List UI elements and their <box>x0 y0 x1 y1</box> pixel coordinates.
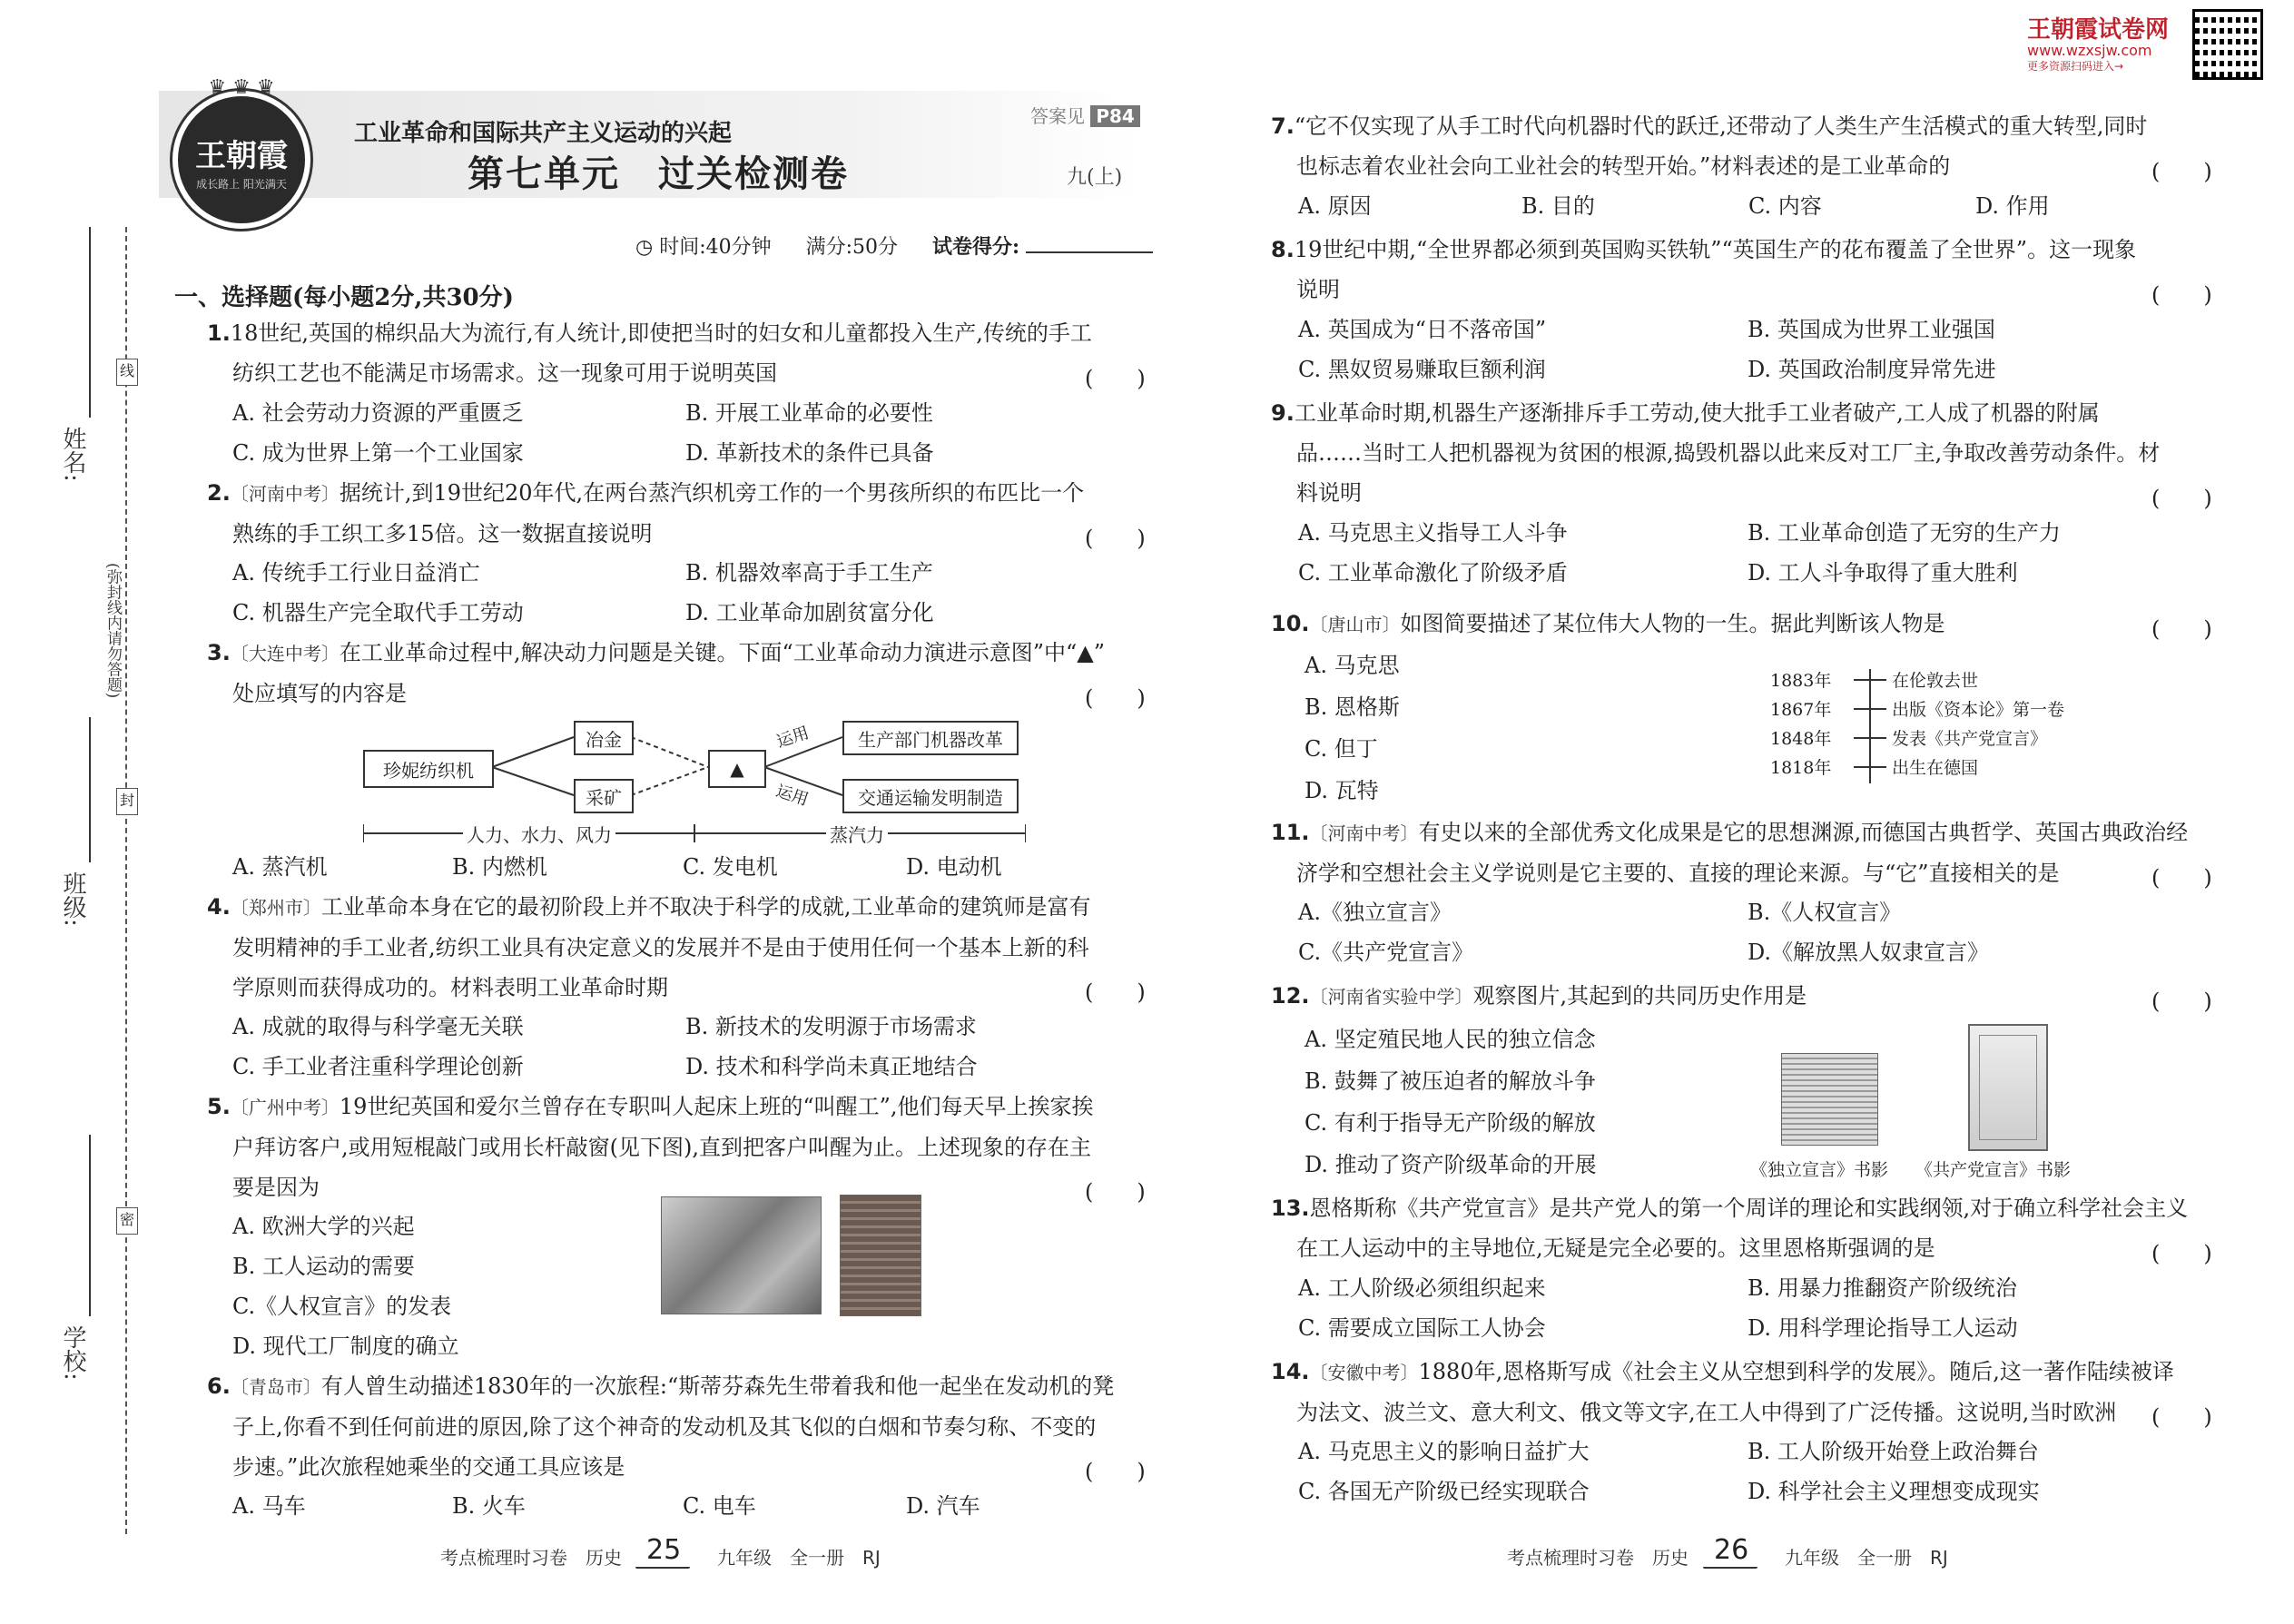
option-c[interactable]: C. 内容 <box>1748 193 1822 219</box>
answer-page-badge: P84 <box>1090 105 1140 127</box>
option-d[interactable]: D. 瓦特 <box>1305 778 1379 803</box>
option-c[interactable]: C. 各国无产阶级已经实现联合 <box>1298 1479 1590 1504</box>
option-b[interactable]: B. 机器效率高于手工生产 <box>685 560 933 586</box>
seal-line <box>125 227 128 1534</box>
q-num: 13. <box>1271 1196 1310 1221</box>
timeline-year: 1848年 <box>1770 729 1832 749</box>
q-num: 7. <box>1271 113 1295 139</box>
answer-paren[interactable]: ( ) <box>2151 1241 2212 1266</box>
q-text: 学原则而获得成功的。材料表明工业革命时期 <box>232 975 668 1000</box>
q-source: 〔郑州市〕 <box>230 897 321 919</box>
diagram-box-production: 生产部门机器改革 <box>842 721 1019 755</box>
option-c[interactable]: C. 需要成立国际工人协会 <box>1298 1315 1546 1341</box>
option-b[interactable]: B. 工业革命创造了无穷的生产力 <box>1748 520 2061 546</box>
diagram-label-use-1: 运用 <box>774 723 812 752</box>
option-a[interactable]: A. 社会劳动力资源的严重匮乏 <box>232 400 524 426</box>
option-b[interactable]: B. 英国成为世界工业强国 <box>1748 317 1995 342</box>
option-c[interactable]: C. 发电机 <box>683 854 778 880</box>
answer-paren[interactable]: ( ) <box>2151 282 2212 308</box>
option-d[interactable]: D. 英国政治制度异常先进 <box>1748 357 1996 382</box>
diagram-box-transport: 交通运输发明制造 <box>842 779 1019 813</box>
test-score-blank[interactable] <box>1026 251 1153 253</box>
page-number-right: 26 <box>1714 1534 1749 1566</box>
q-text: 工业革命时期,机器生产逐渐排斥手工劳动,使大批手工业者破产,工人成了机器的附属 <box>1294 400 2100 426</box>
q-num: 2. <box>207 480 231 506</box>
page-title: 第七单元 过关检测卷 <box>468 153 849 195</box>
question-5 <box>207 1087 1160 1207</box>
page-number-left-underline <box>635 1567 690 1569</box>
option-c[interactable]: C.《共产党宣言》 <box>1298 940 1474 965</box>
page-number-left: 25 <box>646 1534 682 1566</box>
q-source: 〔河南省实验中学〕 <box>1309 986 1473 1008</box>
knocker-up-photo-2 <box>840 1195 921 1316</box>
answer-paren[interactable]: ( ) <box>1085 1179 1146 1205</box>
option-a[interactable]: A. 原因 <box>1298 193 1372 219</box>
option-d[interactable]: D. 作用 <box>1975 193 2050 219</box>
diagram-label-power-2: 蒸汽力 <box>826 821 888 847</box>
answer-paren[interactable]: ( ) <box>2151 616 2212 642</box>
caption-manifesto: 《共产党宣言》书影 <box>1915 1160 2072 1180</box>
option-b[interactable]: B. 火车 <box>452 1493 526 1519</box>
header-subtitle: 工业革命和国际共产主义运动的兴起 <box>354 120 733 147</box>
test-score-label: 试卷得分: <box>932 235 1020 259</box>
question-14 <box>1271 1352 2233 1432</box>
option-a[interactable]: A. 工人阶级必须组织起来 <box>1298 1275 1546 1301</box>
seal-mark-1: 线 <box>116 359 138 386</box>
q-num: 8. <box>1271 237 1295 262</box>
q-num: 6. <box>207 1373 231 1399</box>
option-a[interactable]: A. 蒸汽机 <box>232 854 328 880</box>
option-b[interactable]: B. 新技术的发明源于市场需求 <box>685 1014 977 1039</box>
diagram-box-mining: 采矿 <box>574 779 634 813</box>
q-text: 步速。”此次旅程她乘坐的交通工具应该是 <box>232 1454 625 1480</box>
qr-code-icon[interactable] <box>2192 9 2263 80</box>
seal-mark-2: 封 <box>116 788 138 815</box>
grade-tag: 九(上) <box>1067 166 1123 189</box>
q-source: 〔河南中考〕 <box>230 483 340 505</box>
question-8 <box>1271 230 2233 310</box>
q-text: 说明 <box>1296 277 1340 302</box>
q-text: 在工人运动中的主导地位,无疑是完全必要的。这里恩格斯强调的是 <box>1296 1235 1935 1261</box>
q-text: 子上,你看不到任何前进的原因,除了这个神奇的发动机及其飞似的白烟和节奏匀称、不变的 <box>232 1414 1097 1440</box>
class-label: 班级: <box>59 871 86 927</box>
full-score: 满分:50分 <box>805 236 899 259</box>
option-a[interactable]: A. 英国成为“日不落帝国” <box>1298 317 1547 342</box>
seal-mark-3: 密 <box>116 1207 138 1235</box>
answer-paren[interactable]: ( ) <box>2151 865 2212 891</box>
option-d[interactable]: D. 汽车 <box>906 1493 980 1519</box>
option-a[interactable]: A. 坚定殖民地人民的独立信念 <box>1305 1027 1596 1052</box>
option-c[interactable]: C.《人权宣言》的发表 <box>232 1294 452 1319</box>
seal-note: (弥封线内请勿答题) <box>103 563 122 699</box>
declaration-of-independence-image <box>1781 1053 1878 1146</box>
q-text: 发明精神的手工业者,纺织工业具有决定意义的发展并不是由于使用任何一个基本上新的科 <box>232 935 1089 960</box>
binding-margin <box>0 0 136 1624</box>
brand-slogan: 更多资源扫码进入→ <box>2027 60 2124 73</box>
option-c[interactable]: C. 电车 <box>683 1493 756 1519</box>
timeline-row <box>1770 696 2079 722</box>
diagram-box-metallurgy: 冶金 <box>574 721 634 755</box>
knocker-up-photo-1 <box>661 1196 822 1314</box>
option-a[interactable]: A.《独立宣言》 <box>1298 900 1452 925</box>
q-num: 12. <box>1271 983 1310 1009</box>
question-6 <box>207 1366 1160 1487</box>
timeline-year: 1867年 <box>1770 700 1832 720</box>
option-d[interactable]: D. 工业革命加剧贫富分化 <box>685 600 934 625</box>
q-text: 有人曾生动描述1830年的一次旅程:“斯蒂芬森先生带着我和他一起坐在发动机的凳 <box>320 1373 1115 1399</box>
communist-manifesto-image <box>1968 1024 2048 1151</box>
q-source: 〔青岛市〕 <box>230 1376 321 1398</box>
timeline-event: 出版《资本论》第一卷 <box>1892 700 2065 720</box>
diagram-box-blank[interactable]: ▲ <box>708 750 766 788</box>
option-b[interactable]: B. 工人运动的需要 <box>232 1254 415 1279</box>
option-c[interactable]: C. 有利于指导无产阶级的解放 <box>1305 1110 1596 1136</box>
q-text: 18世纪,英国的棉织品大为流行,有人统计,即使把当时的妇女和儿童都投入生产,传统的手工 <box>230 320 1092 346</box>
timeline-tick <box>1854 737 1886 739</box>
q-text: 济学和空想社会主义学说则是它主要的、直接的理论来源。与“它”直接相关的是 <box>1296 861 2060 886</box>
q-num: 11. <box>1271 820 1310 845</box>
option-a[interactable]: A. 马克思主义指导工人斗争 <box>1298 520 1568 546</box>
school-label: 学校: <box>59 1325 86 1381</box>
answer-paren[interactable]: ( ) <box>1085 979 1146 1005</box>
name-label: 姓名: <box>59 427 86 482</box>
option-b[interactable]: B.《人权宣言》 <box>1748 900 1902 925</box>
time-limit: 时间:40分钟 <box>659 236 772 259</box>
option-c[interactable]: C. 工业革命激化了阶级矛盾 <box>1298 560 1568 586</box>
q-num: 1. <box>207 320 231 346</box>
answer-paren[interactable]: ( ) <box>1085 1459 1146 1484</box>
question-1 <box>207 313 1160 393</box>
logo-badge <box>172 76 310 229</box>
timeline-row <box>1770 725 2079 751</box>
option-c[interactable]: C. 但丁 <box>1305 736 1378 762</box>
name-line <box>89 227 91 418</box>
q-text: 为法文、波兰文、意大利文、俄文等文字,在工人中得到了广泛传播。这说明,当时欧洲 <box>1296 1400 2117 1425</box>
question-7 <box>1271 106 2233 186</box>
timeline-tick <box>1854 766 1886 768</box>
q-text: 据统计,到19世纪20年代,在两台蒸汽织机旁工作的一个男孩所织的布匹比一个 <box>339 480 1085 506</box>
q-text: 也标志着农业社会向工业社会的转型开始。”材料表述的是工业革命的 <box>1296 153 1951 179</box>
q-source: 〔广州中考〕 <box>230 1097 340 1118</box>
q-num: 10. <box>1271 611 1310 636</box>
option-b[interactable]: B. 开展工业革命的必要性 <box>685 400 933 426</box>
q-text: 工业革命本身在它的最初阶段上并不取决于科学的成就,工业革命的建筑师是富有 <box>320 894 1091 920</box>
q-text: 19世纪英国和爱尔兰曾存在专职叫人起床上班的“叫醒工”,他们每天早上挨家挨 <box>339 1094 1094 1119</box>
option-d[interactable]: D. 技术和科学尚未真正地结合 <box>685 1054 978 1079</box>
timeline-event: 出生在德国 <box>1892 758 1979 778</box>
option-d[interactable]: D.《解放黑人奴隶宣言》 <box>1748 940 1990 965</box>
option-a[interactable]: A. 马克思主义的影响日益扩大 <box>1298 1439 1590 1464</box>
section-heading: 一、选择题(每小题2分,共30分) <box>174 284 514 311</box>
answer-paren[interactable]: ( ) <box>2151 159 2212 184</box>
q-text: 熟练的手工织工多15倍。这一数据直接说明 <box>232 521 653 546</box>
question-3 <box>207 633 1160 714</box>
q-text: 纺织工艺也不能满足市场需求。这一现象可用于说明英国 <box>232 360 777 386</box>
question-12 <box>1271 976 2233 1017</box>
q-text: 19世纪中期,“全世界都必须到英国购买铁轨”“英国生产的花布覆盖了全世界”。这一现象 <box>1294 237 2137 262</box>
answer-paren[interactable]: ( ) <box>2151 1404 2212 1430</box>
diagram-label-use-2: 运用 <box>773 781 811 810</box>
question-10 <box>1271 604 2233 645</box>
question-4 <box>207 887 1160 1008</box>
logo-text: 王朝霞 <box>195 138 288 174</box>
q-source: 〔河南中考〕 <box>1309 822 1419 844</box>
q-num: 9. <box>1271 400 1295 426</box>
answer-paren[interactable]: ( ) <box>1085 366 1146 391</box>
life-timeline <box>1770 667 2079 785</box>
option-d[interactable]: D. 工人斗争取得了重大胜利 <box>1748 560 2018 586</box>
option-a[interactable]: A. 欧洲大学的兴起 <box>232 1214 415 1239</box>
option-a[interactable]: A. 成就的取得与科学毫无关联 <box>232 1014 524 1039</box>
option-b[interactable]: B. 用暴力推翻资产阶级统治 <box>1748 1275 2017 1301</box>
power-evolution-diagram <box>363 717 1026 844</box>
option-a[interactable]: A. 马克思 <box>1305 653 1400 678</box>
q-text: 料说明 <box>1296 480 1362 506</box>
q-text: 1880年,恩格斯写成《社会主义从空想到科学的发展》。随后,这一著作陆续被译 <box>1418 1359 2174 1384</box>
question-9 <box>1271 393 2233 513</box>
q-num: 3. <box>207 640 231 665</box>
question-2 <box>207 473 1160 554</box>
timeline-row <box>1770 667 2079 693</box>
q-source: 〔唐山市〕 <box>1309 614 1401 635</box>
answer-paren[interactable]: ( ) <box>2151 486 2212 511</box>
footer-left-grade: 九年级 全一册 RJ <box>717 1547 881 1569</box>
option-b[interactable]: B. 目的 <box>1521 193 1595 219</box>
option-d[interactable]: D. 电动机 <box>906 854 1002 880</box>
option-b[interactable]: B. 恩格斯 <box>1305 694 1400 720</box>
timeline-year: 1883年 <box>1770 671 1832 691</box>
answer-paren[interactable]: ( ) <box>2151 989 2212 1014</box>
answer-paren[interactable]: ( ) <box>1085 526 1146 551</box>
q-text: 有史以来的全部优秀文化成果是它的思想渊源,而德国古典哲学、英国古典政治经 <box>1418 820 2189 845</box>
option-c[interactable]: C. 成为世界上第一个工业国家 <box>232 440 524 466</box>
footer-right-grade: 九年级 全一册 RJ <box>1785 1547 1948 1569</box>
answer-ref <box>1030 102 1140 128</box>
timeline-tick <box>1854 679 1886 681</box>
brand-name: 王朝霞试卷网 <box>2027 16 2170 44</box>
q-num: 5. <box>207 1094 231 1119</box>
q-text: 要是因为 <box>232 1175 320 1200</box>
option-d[interactable]: D. 推动了资产阶级革命的开展 <box>1305 1152 1597 1177</box>
question-11 <box>1271 812 2233 893</box>
option-b[interactable]: B. 鼓舞了被压迫者的解放斗争 <box>1305 1068 1596 1094</box>
timeline-event: 在伦敦去世 <box>1892 671 1979 691</box>
option-d[interactable]: D. 革新技术的条件已具备 <box>685 440 934 466</box>
logo-crown-icon: ♛ ♛ ♛ <box>208 76 275 99</box>
q-text: 户拜访客户,或用短棍敲门或用长杆敲窗(见下图),直到把客户叫醒为止。上述现象的存在主 <box>232 1135 1091 1160</box>
q-num: 4. <box>207 894 231 920</box>
option-d[interactable]: D. 现代工厂制度的确立 <box>232 1334 459 1359</box>
question-13 <box>1271 1188 2233 1268</box>
answer-paren[interactable]: ( ) <box>1085 685 1146 711</box>
option-b[interactable]: B. 工人阶级开始登上政治舞台 <box>1748 1439 2039 1464</box>
timeline-row <box>1770 754 2079 780</box>
caption-declaration: 《独立宣言》书影 <box>1750 1160 1889 1180</box>
diagram-label-power-1: 人力、水力、风力 <box>463 821 615 847</box>
footer-right-text: 考点梳理时习卷 历史 <box>1507 1547 1689 1569</box>
timeline-tick <box>1854 708 1886 710</box>
exam-info <box>635 231 1153 260</box>
logo-sub: 成长路上 阳光满天 <box>196 178 287 191</box>
q-source: 〔安徽中考〕 <box>1309 1362 1419 1383</box>
q-text: 恩格斯称《共产党宣言》是共产党人的第一个周详的理论和实践纲领,对于确立科学社会主义 <box>1309 1196 2189 1221</box>
timeline-event: 发表《共产党宣言》 <box>1892 729 2048 749</box>
option-b[interactable]: B. 内燃机 <box>452 854 547 880</box>
q-text: 处应填写的内容是 <box>232 681 407 706</box>
q-text: 如图简要描述了某位伟大人物的一生。据此判断该人物是 <box>1400 611 1945 636</box>
option-c[interactable]: C. 手工业者注重科学理论创新 <box>232 1054 524 1079</box>
option-a[interactable]: A. 马车 <box>232 1493 306 1519</box>
q-text: 品……当时工人把机器视为贫困的根源,捣毁机器以此来反对工厂主,争取改善劳动条件。材 <box>1296 440 2161 466</box>
option-c[interactable]: C. 机器生产完全取代手工劳动 <box>232 600 524 625</box>
option-d[interactable]: D. 科学社会主义理想变成现实 <box>1748 1479 2040 1504</box>
q-num: 14. <box>1271 1359 1310 1384</box>
answer-ref-label: 答案见 <box>1030 105 1085 127</box>
option-d[interactable]: D. 用科学理论指导工人运动 <box>1748 1315 2018 1341</box>
school-line <box>89 1135 91 1316</box>
q-source: 〔大连中考〕 <box>230 643 340 664</box>
diagram-box-jenny: 珍妮纺织机 <box>363 750 494 788</box>
option-c[interactable]: C. 黑奴贸易赚取巨额利润 <box>1298 357 1546 382</box>
class-line <box>89 717 91 862</box>
q-text: 观察图片,其起到的共同历史作用是 <box>1472 983 1807 1009</box>
page-number-right-underline <box>1703 1567 1757 1569</box>
footer-left-text: 考点梳理时习卷 历史 <box>440 1547 622 1569</box>
brand-url: www.wzxsjw.com <box>2027 42 2152 59</box>
timeline-year: 1818年 <box>1770 758 1832 778</box>
clock-icon: ◷ <box>635 236 654 259</box>
q-text: “它不仅实现了从手工时代向机器时代的跃迁,还带动了人类生产生活模式的重大转型,同时 <box>1294 113 2148 139</box>
q-text: 在工业革命过程中,解决动力问题是关键。下面“工业革命动力演进示意图”中“▲” <box>339 640 1105 665</box>
option-a[interactable]: A. 传统手工行业日益消亡 <box>232 560 480 586</box>
